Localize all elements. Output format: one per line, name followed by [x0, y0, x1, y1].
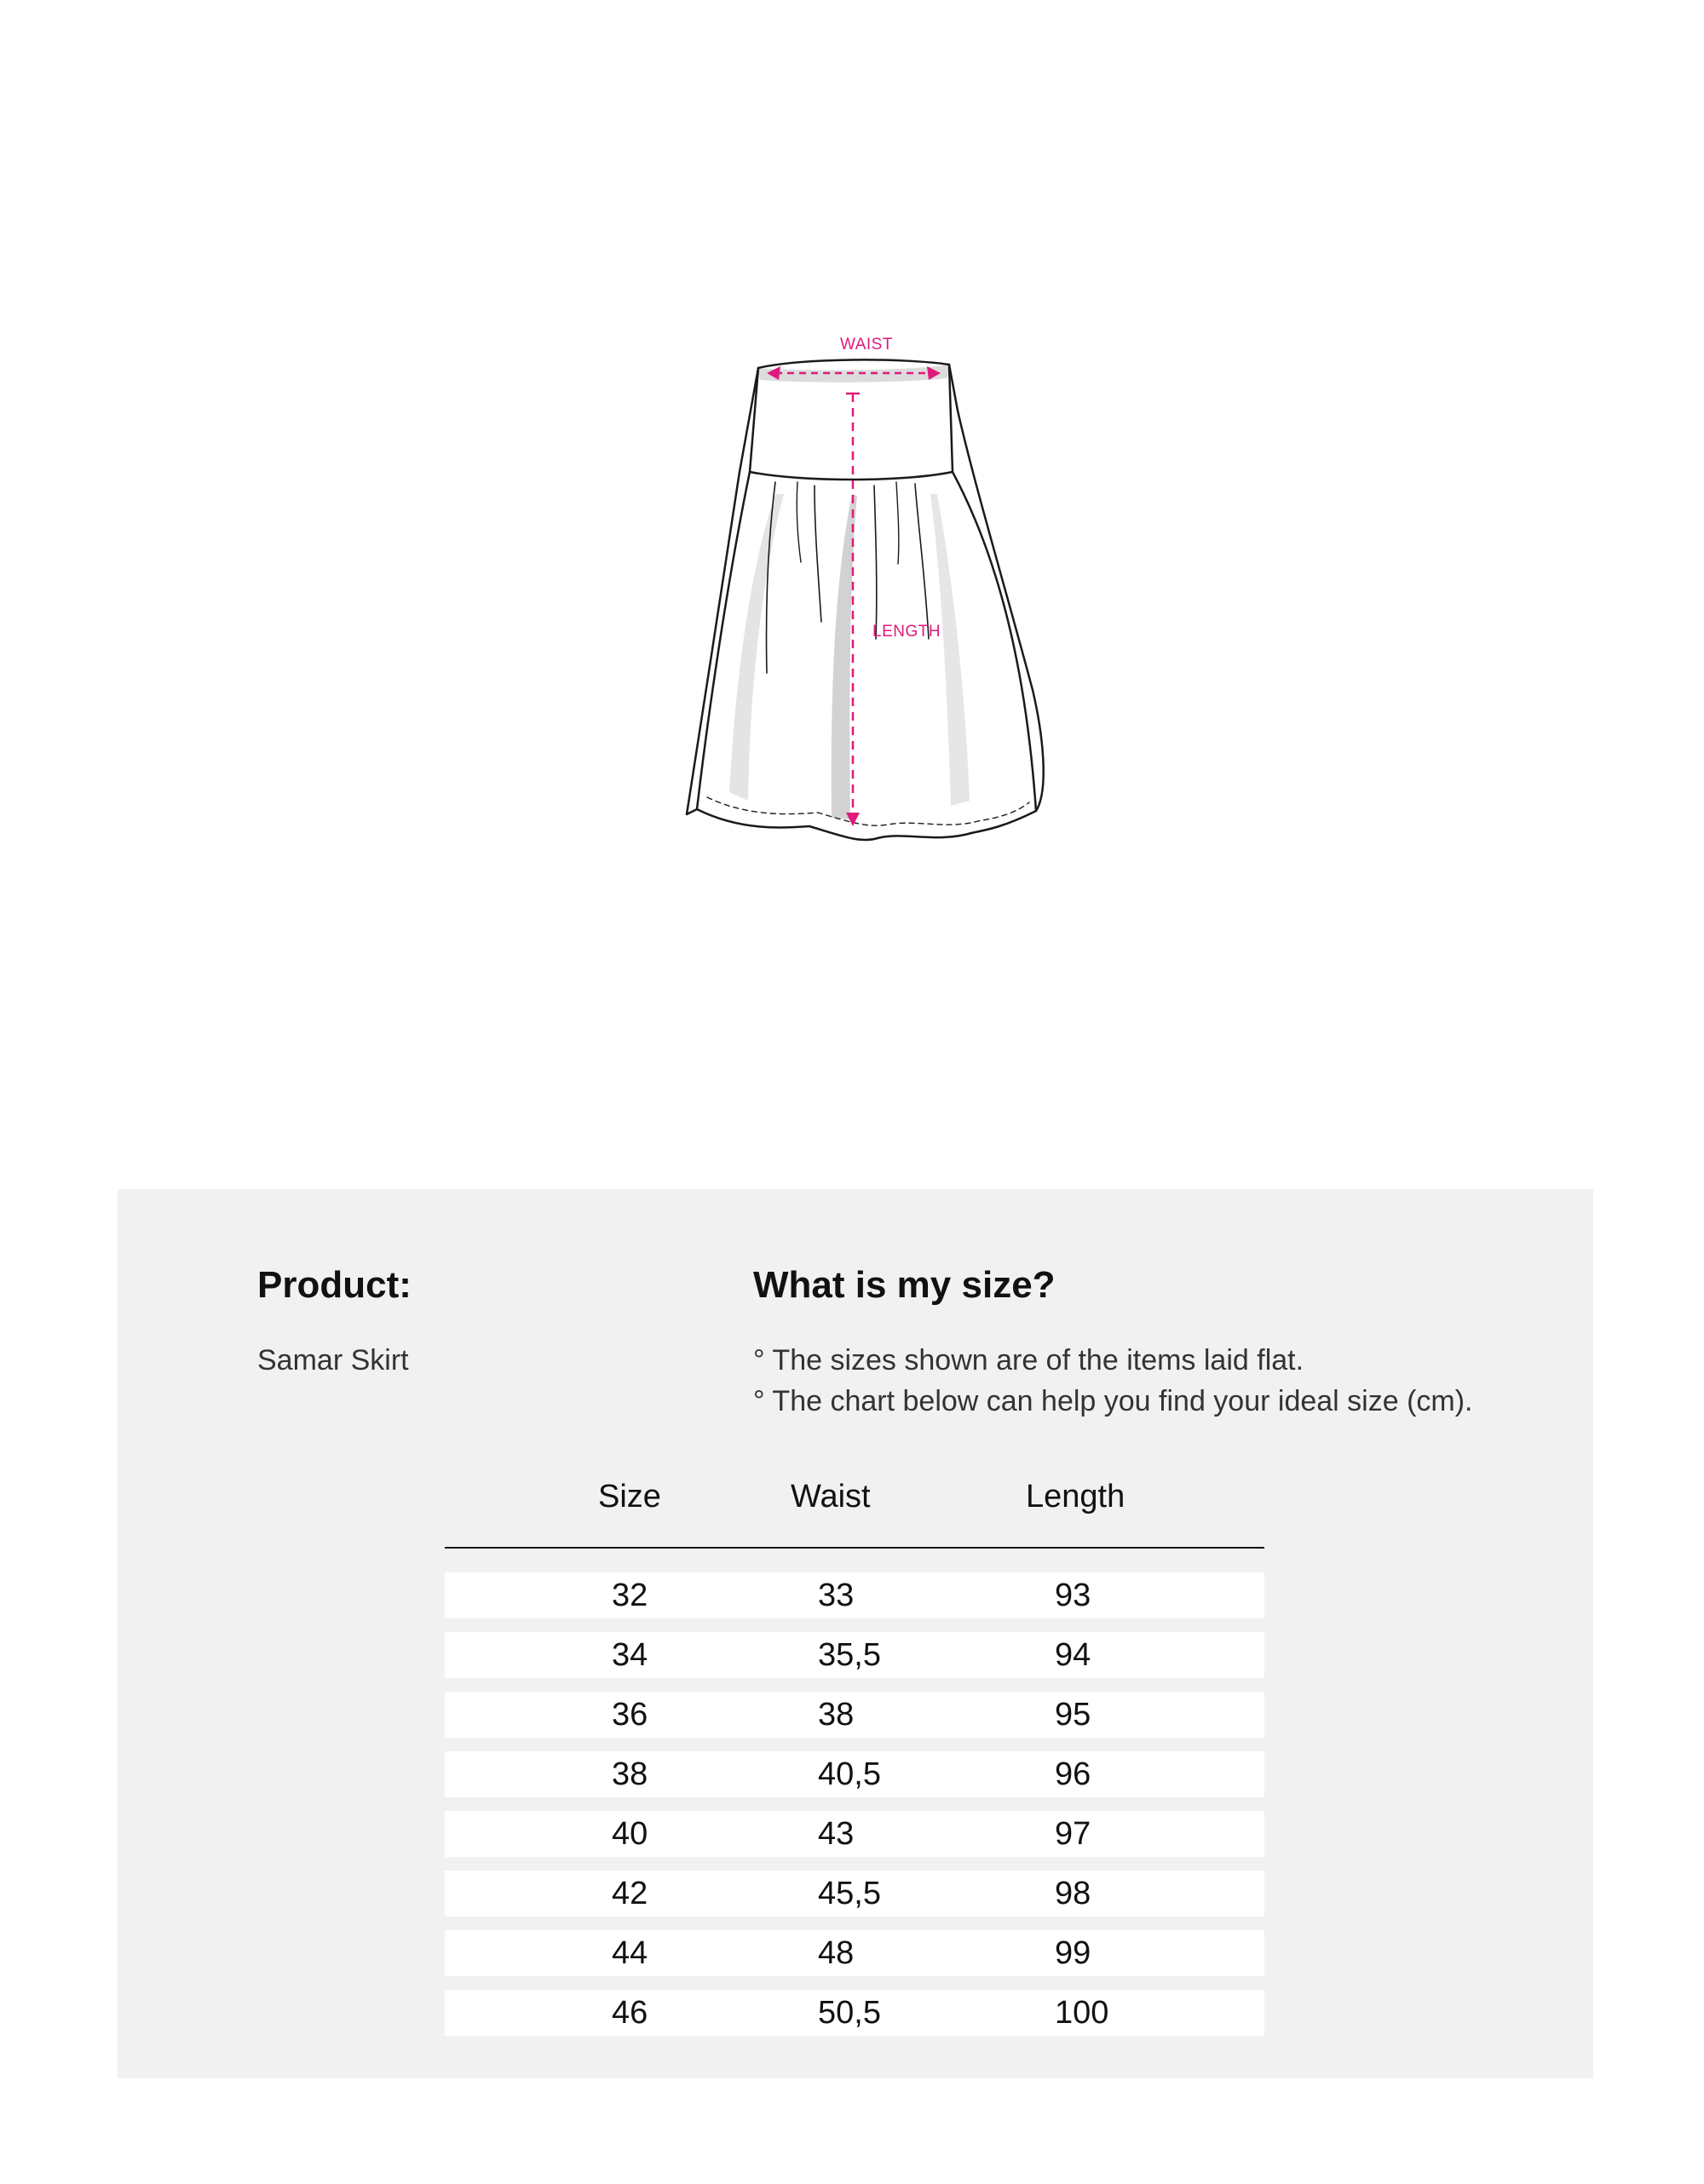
size-cell: 42: [612, 1876, 648, 1911]
product-name: Samar Skirt: [257, 1344, 409, 1376]
waist-cell: 48: [818, 1935, 855, 1971]
column-header-waist: Waist: [791, 1479, 871, 1514]
waist-cell: 45,5: [818, 1876, 881, 1911]
size-note: ° The sizes shown are of the items laid flat.: [753, 1344, 1304, 1376]
size-cell: 34: [612, 1637, 648, 1673]
waist-cell: 50,5: [818, 1995, 881, 2031]
column-header-size: Size: [598, 1479, 661, 1514]
skirt-sketch-icon: [687, 359, 1044, 840]
size-cell: 32: [612, 1578, 648, 1613]
header-divider: [445, 1547, 1264, 1549]
table-body: [445, 1572, 1264, 2049]
size-cell: 40: [612, 1816, 648, 1852]
size-heading: What is my size?: [753, 1264, 1056, 1306]
length-cell: 97: [1055, 1816, 1091, 1852]
length-cell: 96: [1055, 1756, 1091, 1792]
size-cell: 38: [612, 1756, 648, 1792]
length-cell: 100: [1055, 1995, 1109, 2031]
waist-cell: 43: [818, 1816, 855, 1852]
skirt-diagram: [648, 315, 1056, 860]
length-cell: 99: [1055, 1935, 1091, 1971]
length-label: LENGTH: [872, 623, 941, 641]
table-row: [445, 1692, 1264, 1738]
size-cell: 46: [612, 1995, 648, 2031]
table-row: [445, 1811, 1264, 1857]
length-cell: 94: [1055, 1637, 1091, 1673]
table-row: [445, 1871, 1264, 1917]
table-row: [445, 1751, 1264, 1797]
table-row: [445, 1572, 1264, 1618]
table-row: [445, 1930, 1264, 1976]
length-cell: 95: [1055, 1697, 1091, 1733]
waist-cell: 40,5: [818, 1756, 881, 1792]
waist-cell: 38: [818, 1697, 855, 1733]
product-heading: Product:: [257, 1264, 412, 1306]
table-row: [445, 1990, 1264, 2036]
waist-cell: 35,5: [818, 1637, 881, 1673]
size-guide-panel: [118, 1189, 1593, 2078]
waist-cell: 33: [818, 1578, 855, 1613]
waist-label: WAIST: [840, 336, 893, 353]
size-cell: 36: [612, 1697, 648, 1733]
table-row: [445, 1632, 1264, 1678]
length-cell: 98: [1055, 1876, 1091, 1911]
column-header-length: Length: [1026, 1479, 1125, 1514]
size-cell: 44: [612, 1935, 648, 1971]
size-note: ° The chart below can help you find your ideal size (cm).: [753, 1385, 1473, 1417]
length-cell: 93: [1055, 1578, 1091, 1613]
